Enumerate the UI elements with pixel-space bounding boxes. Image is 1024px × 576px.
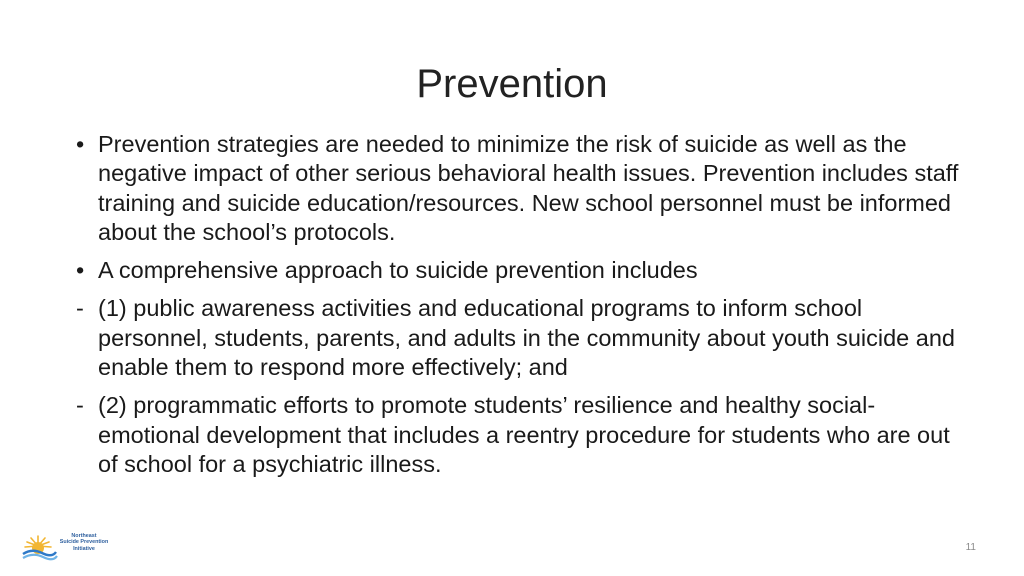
bullet-marker: • — [76, 131, 85, 157]
logo-text — [55, 533, 113, 552]
dash-item — [76, 391, 966, 479]
bullet-text: Prevention strategies are needed to minimize the risk of suicide as well as the negative impact of other serious behavioral health issues. Prevention includes staff training and suicide education/resources. New school personnel must be informed about the school’s protocols. — [98, 131, 959, 245]
logo-line: Initiative — [73, 545, 95, 552]
bullet-text: A comprehensive approach to suicide prevention includes — [98, 257, 698, 284]
bullet-item — [76, 256, 966, 285]
organization-logo — [22, 532, 112, 562]
logo-line: Northeast — [71, 533, 97, 539]
sun-logo-icon — [22, 532, 58, 562]
page-number: 11 — [965, 542, 976, 553]
dash-text: (1) public awareness activities and educational programs to inform school personnel, students, parents, and adults in the community about youth suicide and enable them to respond more effectively; and — [98, 295, 955, 381]
dash-item — [76, 294, 966, 382]
logo-line: Suicide Prevention — [59, 539, 109, 546]
bullet-marker: • — [76, 257, 85, 284]
dash-marker: - — [76, 392, 84, 419]
slide-title: Prevention — [416, 62, 608, 106]
dash-text: (2) programmatic efforts to promote students’ resilience and healthy social-emotional development that includes a reentry procedure for students who are out of school for a psychiatric illness. — [98, 392, 950, 477]
dash-marker: - — [76, 295, 84, 322]
bullet-list — [76, 130, 966, 488]
bullet-item — [76, 130, 966, 247]
